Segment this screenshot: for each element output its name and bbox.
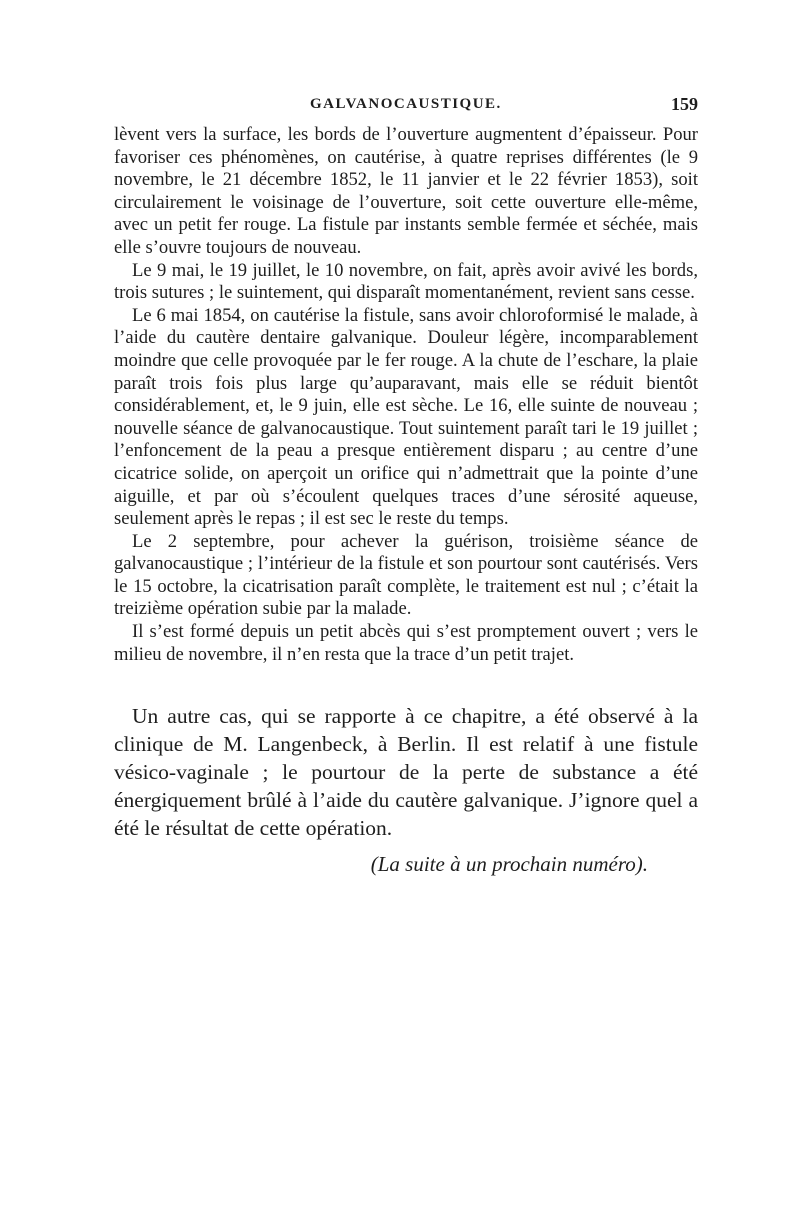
paragraph-continued: lèvent vers la surface, les bords de l’ouverture augmentent d’épaisseur. Pour favoriser ces phénomènes, on cautérise, à quatre reprises différentes (le 9 novembre, le 21 décembre 1852, le 11 janvier et le 22 février 1853), soit circulairement le voisinage de l’ouverture, soit cette ouverture elle-même, avec un petit fer rouge. La fistule par instants semble fermée et séchée, mais elle s’ouvre toujours de nouveau. [114, 124, 698, 258]
page-number: 159 [671, 94, 698, 114]
paragraph-cauterization-1854: Le 6 mai 1854, on cautérise la fistule, sans avoir chloroformisé le malade, à l’aide du cautère dentaire galvanique. Douleur légère, incomparablement moindre que celle provoquée par le fer rouge. A la chute de l’eschare, la plaie paraît trois fois plus large qu’auparavant, mais elle se réduit bientôt considérablement, et, le 9 juin, elle est sèche. Le 16, elle suinte de nouveau ; nouvelle séance de galvanocaustique. Tout suintement paraît tari le 19 juillet ; l’enfoncement de la peau a presque entièrement disparu ; au centre d’une cicatrice solide, on aperçoit un orifice qui n’admettrait que la pointe d’une aiguille, et par où s’écoulent quelques traces d’une sérosité aqueuse, seulement après le repas ; il est sec le reste du temps. [114, 304, 698, 530]
page-header [114, 94, 698, 124]
paragraph-langenbeck-case: Un autre cas, qui se rapporte à ce chapitre, a été observé à la clinique de M. Langenbeck, à Berlin. Il est relatif à une fistule vésico-vaginale ; le pourtour de la perte de substance a été énergiquement brûlé à l’aide du cautère galvanique. J’ignore quel a été le résultat de cette opération. [114, 704, 698, 841]
paragraph-third-session: Le 2 septembre, pour achever la guérison, troisième séance de galvanocaustique ; l’intérieur de la fistule et son pourtour sont cautérisés. Vers le 15 octobre, la cicatrisation paraît complète, le traitement est nul ; c’était la treizième opération subie par la malade. [114, 530, 698, 620]
running-title: GALVANOCAUSTIQUE. [310, 96, 502, 112]
continuation-note: (La suite à un prochain numéro). [370, 852, 648, 877]
case-report-body [114, 124, 698, 666]
page [114, 94, 698, 877]
second-case-section [114, 702, 698, 842]
paragraph-sutures: Le 9 mai, le 19 juillet, le 10 novembre, on fait, après avoir avivé les bords, trois sutures ; le suintement, qui disparaît momentanément, revient sans cesse. [114, 259, 698, 304]
paragraph-abscess: Il s’est formé depuis un petit abcès qui s’est promptement ouvert ; vers le milieu de novembre, il n’en resta que la trace d’un petit trajet. [114, 621, 698, 665]
